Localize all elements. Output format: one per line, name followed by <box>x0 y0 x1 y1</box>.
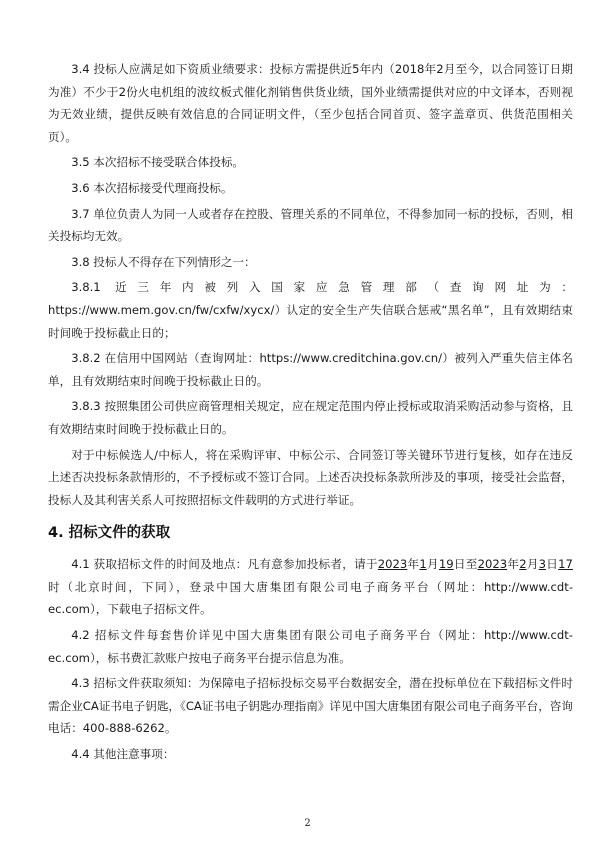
clause-3-7: 3.7 单位负责人为同一人或者存在控股、管理关系的不同单位，不得参加同一标的投标，否则，相关投标均无效。 <box>48 206 573 244</box>
text-year: 年 <box>507 557 520 572</box>
clause-3-6: 3.6 本次招标接受代理商投标。 <box>71 180 233 195</box>
clause-4-1-lead: 4.1 获取招标文件的时间及地点：凡有意参加投标者，请于 <box>71 557 378 572</box>
end-hour: 17 <box>558 557 573 572</box>
clause-3-8-2: 3.8.2 在信用中国网站（查询网址：https://www.creditchina.gov.cn/）被列入严重失信主体名单，且有效期结束时间晚于投标截止日的。 <box>48 351 573 388</box>
clause-3-8-1: 3.8.1 近三年内被列入国家应急管理部（查询网址为：https://www.mem.gov.cn/fw/cxfw/xycx/）认定的安全生产失信联合惩戒“黑名单”，且有效期结束时间晚于投标截止日的； <box>48 280 573 340</box>
review-paragraph: 对于中标候选人/中标人，将在采购评审、中标公示、合同签订等关键环节进行复核，如存在违反上述否决投标条款情形的，不予授标或不签订合同。上述否决投标条款所涉及的事项，接受社会监督，投标人及其利害关系人可按照招标文件载明的方式进行举证。 <box>48 447 573 507</box>
clause-3-5: 3.5 本次招标不接受联合体投标。 <box>71 155 245 170</box>
page-body <box>48 58 573 766</box>
clause-4-1-tail: 时（北京时间，下同），登录中国大唐集团有限公司电子商务平台（网址：http://www.cdt-ec.com），下载电子招标文件。 <box>48 579 573 617</box>
end-day: 3 <box>538 557 547 572</box>
clause-3-4: 3.4 投标人应满足如下资质业绩要求：投标方需提供近5年内（2018年2月至今，以合同签订日期为准）不少于2份火电机组的波纹板式催化剂销售供货业绩，国外业绩需提供对应的中文译本，否则视为无效业绩，提供反映有效信息的合同证明文件，（至少包括合同首页、签字盖章页、供货范围相关页）。 <box>48 62 573 144</box>
start-month: 1 <box>419 557 427 572</box>
clause-4-3: 4.3 招标文件获取须知：为保障电子招标投标交易平台数据安全，潜在投标单位在下载招标文件时需企业CA证书电子钥匙，《CA证书电子钥匙办理指南》详见中国大唐集团有限公司电子商务平台，咨询电话：400-888-6262。 <box>48 676 573 736</box>
text-day: 日 <box>546 557 559 572</box>
text-year: 年 <box>407 557 420 572</box>
start-day: 19 <box>438 557 454 572</box>
clause-4-2: 4.2 招标文件每套售价详见中国大唐集团有限公司电子商务平台（网址：http://www.cdt-ec.com），标书费汇款账户按电子商务平台提示信息为准。 <box>48 628 573 665</box>
text-month: 月 <box>526 557 539 572</box>
clause-4-4: 4.4 其他注意事项： <box>71 747 175 762</box>
start-year: 2023 <box>377 557 408 572</box>
section-4-heading: 4. 招标文件的获取 <box>48 525 171 542</box>
end-month: 2 <box>519 557 527 572</box>
clause-4-1 <box>48 553 573 621</box>
page-number: 2 <box>304 818 311 829</box>
text-month: 月 <box>426 557 439 572</box>
clause-3-8-3: 3.8.3 按照集团公司供应商管理相关规定，应在规定范围内停止授标或取消采购活动参与资格，且有效期结束时间晚于投标截止日的。 <box>48 399 573 436</box>
text-day-to: 日至 <box>453 557 478 572</box>
clause-3-8: 3.8 投标人不得存在下列情形之一： <box>71 254 256 269</box>
end-year: 2023 <box>477 557 508 572</box>
